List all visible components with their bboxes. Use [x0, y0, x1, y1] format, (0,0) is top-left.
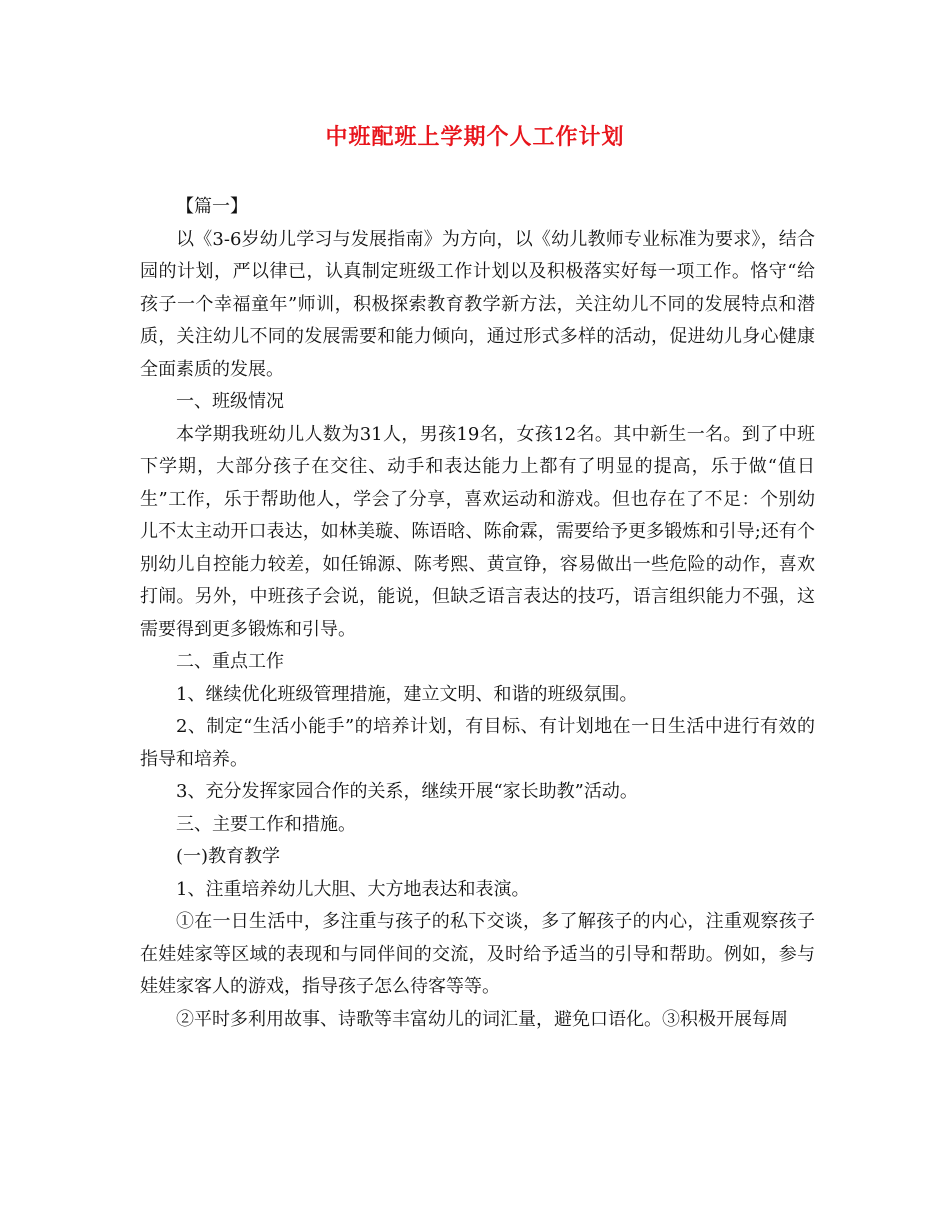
document-body [140, 191, 815, 1036]
intro-paragraph: 以《3-6岁幼儿学习与发展指南》为方向，以《幼儿教师专业标准为要求》，结合园的计划，严以律已，认真制定班级工作计划以及积极落实好每一项工作。恪守“给孩子一个幸福童年”师训，积极探索教育教学新方法，关注幼儿不同的发展特点和潜质，关注幼儿不同的发展需要和能力倾向，通过形式多样的活动，促进幼儿身心健康全面素质的发展。 [140, 228, 815, 380]
section-heading-main-measures: 三、主要工作和措施。 [176, 813, 356, 835]
subsection-heading-teaching: (一)教育教学 [176, 846, 281, 867]
key-work-item-1: 1、继续优化班级管理措施，建立文明、和谐的班级氛围。 [176, 683, 638, 705]
section-heading-class-situation: 一、班级情况 [176, 391, 284, 412]
key-work-item-3: 3、充分发挥家园合作的关系，继续开展“家长助教”活动。 [176, 781, 638, 802]
class-situation-paragraph: 本学期我班幼儿人数为31人，男孩19名，女孩12名。其中新生一名。到了中班下学期，大部分孩子在交往、动手和表达能力上都有了明显的提高，乐于做“值日生”工作，乐于帮助他人，学会了分享，喜欢运动和游戏。但也存在了不足：个别幼儿不太主动开口表达，如林美璇、陈语晗、陈俞霖，需要给予更多锻炼和引导;还有个别幼儿自控能力较差，如任锦源、陈考熙、黄宣铮，容易做出一些危险的动作，喜欢打闹。另外，中班孩子会说，能说，但缺乏语言表达的技巧，语言组织能力不强，这需要得到更多锻炼和引导。 [140, 423, 815, 640]
teaching-item-1: 1、注重培养幼儿大胆、大方地表达和表演。 [176, 878, 530, 900]
document-title: 中班配班上学期个人工作计划 [325, 124, 625, 150]
section-heading-part-one: 【篇一】 [176, 196, 248, 217]
teaching-point-2: ②平时多利用故事、诗歌等丰富幼儿的词汇量，避免口语化。③积极开展每周 [176, 1008, 788, 1030]
section-heading-key-work: 二、重点工作 [176, 651, 284, 672]
teaching-point-1: ①在一日生活中，多注重与孩子的私下交谈，多了解孩子的内心，注重观察孩子在娃娃家等区域的表现和与同伴间的交流，及时给予适当的引导和帮助。例如，参与娃娃家客人的游戏，指导孩子怎么待客等等。 [140, 911, 815, 997]
key-work-item-2: 2、制定“生活小能手”的培养计划，有目标、有计划地在一日生活中进行有效的指导和培养。 [140, 716, 815, 770]
